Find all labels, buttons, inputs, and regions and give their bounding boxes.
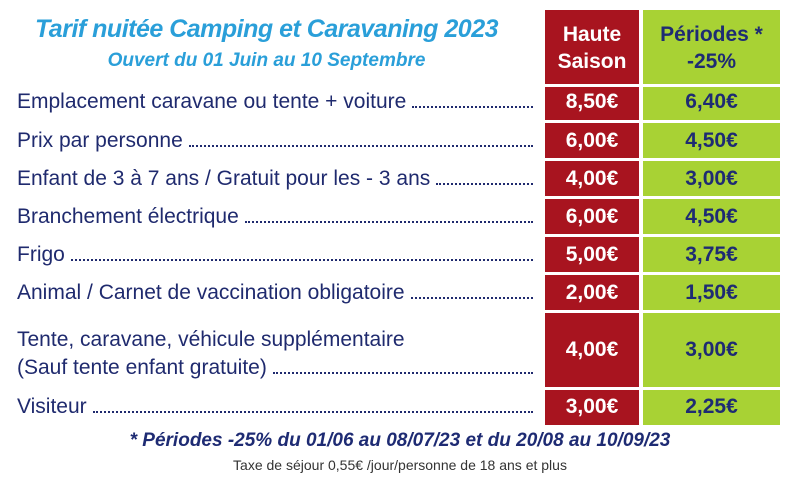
periods-footnote: * Périodes -25% du 01/06 au 08/07/23 et du 20/08 au 10/09/23	[129, 430, 671, 451]
row-label-text: Branchement électrique	[17, 205, 239, 228]
high-season-price: 5,00€	[565, 243, 619, 266]
row-separator	[545, 310, 780, 313]
tax-note: Taxe de séjour 0,55€ /jour/personne de 18 ans et plus	[233, 457, 567, 473]
dot-leader	[273, 372, 533, 374]
row-label-text: Frigo	[17, 243, 65, 266]
row-label	[17, 279, 537, 306]
dot-leader	[436, 183, 533, 185]
dot-leader	[189, 145, 533, 147]
dot-leader	[71, 259, 533, 261]
row-label	[17, 241, 537, 268]
page-title: Tarif nuitée Camping et Caravaning 2023	[34, 15, 499, 43]
row-label-text: Animal / Carnet de vaccination obligatoire	[17, 281, 405, 304]
high-season-header: Haute Saison	[557, 23, 627, 73]
high-season-price: 2,00€	[565, 281, 619, 304]
high-season-price: 6,00€	[565, 205, 619, 228]
period-price: 6,40€	[685, 90, 738, 113]
row-separator	[545, 234, 780, 237]
high-season-price: 6,00€	[565, 129, 619, 152]
row-label	[17, 165, 537, 192]
row-label	[17, 127, 537, 154]
high-season-price: 8,50€	[565, 90, 619, 113]
dot-leader	[245, 221, 533, 223]
row-separator	[545, 196, 780, 199]
period-price: 1,50€	[685, 281, 738, 304]
period-price: 3,00€	[685, 338, 738, 361]
row-label	[17, 326, 537, 353]
row-label-text: (Sauf tente enfant gratuite)	[17, 356, 267, 379]
row-separator	[545, 272, 780, 275]
period-price: 4,50€	[685, 205, 738, 228]
periods-header: Périodes * -25%	[660, 23, 763, 73]
row-label-text: Enfant de 3 à 7 ans / Gratuit pour les - 3 ans	[17, 167, 431, 190]
row-label-text: Prix par personne	[17, 129, 183, 152]
row-separator	[545, 158, 780, 161]
row-separator	[545, 387, 780, 390]
title-block	[0, 0, 545, 86]
row-separator	[545, 84, 780, 87]
dot-leader	[411, 297, 533, 299]
high-season-price: 3,00€	[565, 395, 619, 418]
high-season-price: 4,00€	[565, 167, 619, 190]
page-subtitle: Ouvert du 01 Juin au 10 Septembre	[107, 50, 426, 71]
period-price: 3,75€	[685, 243, 738, 266]
period-price: 4,50€	[685, 129, 738, 152]
row-label-second-line	[17, 354, 537, 381]
dot-leader	[93, 411, 533, 413]
row-separator	[545, 120, 780, 123]
row-label-text: Emplacement caravane ou tente + voiture	[17, 90, 407, 113]
period-price: 3,00€	[685, 167, 738, 190]
row-label	[17, 393, 537, 420]
row-label-text: Tente, caravane, véhicule supplémentaire	[17, 328, 405, 351]
period-price: 2,25€	[685, 395, 738, 418]
row-label	[17, 88, 537, 115]
dot-leader	[412, 106, 533, 108]
high-season-price: 4,00€	[565, 338, 619, 361]
row-label	[17, 203, 537, 230]
row-label-text: Visiteur	[17, 395, 87, 418]
